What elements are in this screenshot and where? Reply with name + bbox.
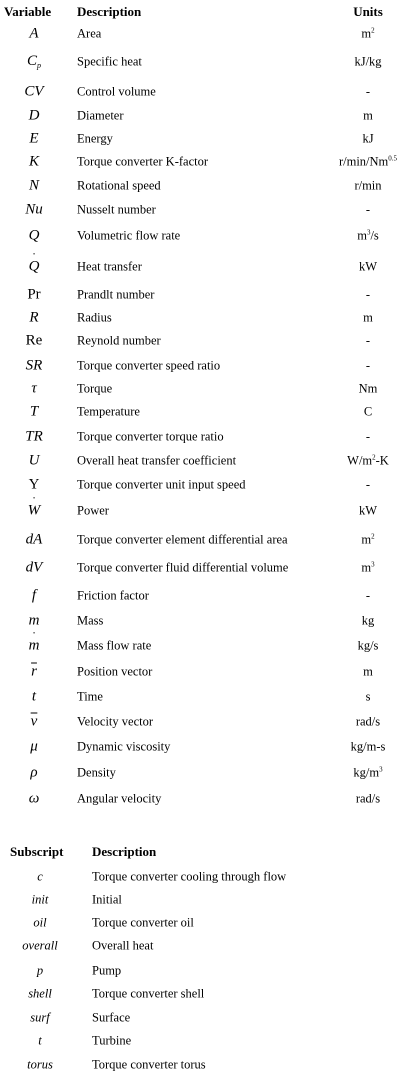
variable-symbol-cell bbox=[4, 561, 64, 576]
variable-units-cell bbox=[318, 229, 408, 244]
variable-description: Power bbox=[77, 503, 109, 518]
subscript-row bbox=[0, 935, 408, 957]
variable-description: Mass flow rate bbox=[77, 638, 152, 653]
variable-units-cell bbox=[318, 132, 408, 147]
subscript-column-header: Subscript bbox=[10, 844, 64, 859]
subscript-description: Torque converter torus bbox=[92, 1057, 206, 1072]
variable-row bbox=[0, 81, 408, 103]
variable-symbol-cell bbox=[4, 311, 64, 326]
subscript-description: Initial bbox=[92, 892, 122, 907]
variable-units-cell bbox=[318, 155, 408, 170]
subscript-symbol: p bbox=[36, 963, 44, 978]
variable-units: C bbox=[363, 404, 373, 419]
variable-description: Dynamic viscosity bbox=[77, 739, 171, 754]
subscript-symbol: overall bbox=[22, 938, 58, 953]
variable-description: Velocity vector bbox=[77, 714, 154, 729]
variable-symbol: N bbox=[28, 177, 39, 194]
variable-units: m bbox=[361, 26, 372, 41]
variable-symbol-cell bbox=[4, 382, 64, 397]
variable-symbol-cell bbox=[4, 334, 64, 349]
variable-units-suffix: /s bbox=[370, 228, 379, 243]
subscript-symbol: t bbox=[38, 1033, 42, 1048]
variable-symbol: dA bbox=[25, 531, 43, 548]
variable-units-exponent: 3 bbox=[366, 228, 371, 237]
variable-units-cell bbox=[318, 179, 408, 194]
variable-row bbox=[0, 51, 408, 73]
variable-description: Rotational speed bbox=[77, 178, 161, 193]
variable-description: Reynold number bbox=[77, 333, 161, 348]
variable-description: Torque converter fluid differential volume bbox=[77, 560, 289, 575]
variable-symbol-cell bbox=[4, 690, 64, 705]
variable-symbol: CV bbox=[24, 83, 44, 100]
variable-units-cell bbox=[318, 589, 408, 604]
variable-row bbox=[0, 426, 408, 448]
variable-description: Torque converter speed ratio bbox=[77, 358, 221, 373]
variable-units-cell bbox=[318, 715, 408, 730]
variable-units: kW bbox=[358, 259, 378, 274]
variable-units: rad/s bbox=[355, 791, 381, 806]
variable-units: kW bbox=[358, 503, 378, 518]
variable-row bbox=[0, 330, 408, 352]
variable-units-cell bbox=[318, 27, 408, 42]
variable-symbol: R bbox=[29, 309, 39, 326]
variable-units: - bbox=[365, 333, 371, 348]
variable-units: - bbox=[365, 287, 371, 302]
variable-symbol: f bbox=[31, 587, 37, 604]
variable-units-cell bbox=[318, 504, 408, 519]
description-column-header: Description bbox=[77, 4, 142, 19]
variable-units-exponent: 3 bbox=[371, 560, 375, 569]
variable-symbol: ω bbox=[28, 790, 40, 807]
variable-units-cell bbox=[318, 430, 408, 445]
variable-symbol: Re bbox=[25, 332, 43, 349]
variable-units: m bbox=[357, 228, 367, 243]
variable-units: m bbox=[361, 532, 372, 547]
variable-row bbox=[0, 450, 408, 472]
variable-symbol-cell bbox=[4, 454, 64, 469]
variable-description: Diameter bbox=[77, 108, 124, 123]
variable-units-exponent: 2 bbox=[371, 532, 375, 541]
variable-units: m bbox=[363, 108, 373, 123]
subscript-description: Surface bbox=[92, 1010, 131, 1025]
subscript-description: Torque converter shell bbox=[92, 986, 205, 1001]
variable-row bbox=[0, 736, 408, 758]
subscript-row bbox=[0, 960, 408, 982]
variable-symbol: t bbox=[31, 688, 37, 705]
subscript-description: Pump bbox=[92, 963, 122, 978]
variable-units-exponent: 2 bbox=[372, 453, 376, 462]
variable-description: Friction factor bbox=[77, 588, 149, 603]
variable-symbol-cell bbox=[4, 792, 64, 807]
variable-symbol-cell bbox=[4, 54, 64, 70]
variable-units-cell bbox=[318, 311, 408, 326]
variable-symbol-cell bbox=[4, 665, 64, 680]
subscript-description-header: Description bbox=[92, 844, 157, 859]
variable-symbol-cell bbox=[4, 203, 64, 218]
variable-units-exponent: 2 bbox=[371, 26, 375, 35]
variable-symbol-cell bbox=[4, 740, 64, 755]
variable-units: r/min/Nm bbox=[338, 154, 389, 169]
variable-symbol: Q bbox=[28, 227, 40, 244]
subscript-row bbox=[0, 889, 408, 911]
subscript-symbol: surf bbox=[30, 1010, 50, 1025]
variable-units-cell bbox=[318, 260, 408, 275]
subscript-row bbox=[0, 983, 408, 1005]
variable-symbol-cell bbox=[4, 179, 64, 194]
variable-units: - bbox=[365, 84, 371, 99]
variable-symbol: SR bbox=[25, 357, 43, 374]
variable-symbol: K bbox=[28, 153, 39, 170]
variable-symbol-cell bbox=[4, 132, 64, 147]
subscript-symbol: init bbox=[31, 892, 49, 907]
variable-units: r/min bbox=[354, 178, 382, 193]
variable-symbol: D bbox=[28, 107, 40, 124]
variable-units: s bbox=[365, 689, 371, 704]
variable-units: - bbox=[365, 202, 371, 217]
variable-row bbox=[0, 610, 408, 632]
variable-symbol-cell bbox=[4, 27, 64, 42]
variable-units-cell bbox=[318, 454, 408, 469]
units-column-header: Units bbox=[353, 4, 383, 19]
variable-row bbox=[0, 500, 408, 522]
variable-units-cell bbox=[318, 478, 408, 493]
variable-units-cell bbox=[318, 359, 408, 374]
variable-row bbox=[0, 307, 408, 329]
variable-units: m bbox=[363, 310, 373, 325]
variable-row bbox=[0, 128, 408, 150]
variable-row bbox=[0, 151, 408, 173]
variable-row bbox=[0, 378, 408, 400]
variable-row bbox=[0, 762, 408, 784]
subscript-symbol: torus bbox=[27, 1057, 53, 1072]
variable-row bbox=[0, 635, 408, 657]
variable-description: Specific heat bbox=[77, 54, 142, 69]
variable-description: Heat transfer bbox=[77, 259, 142, 274]
variable-units: - bbox=[365, 429, 371, 444]
variable-units-cell bbox=[318, 614, 408, 629]
variable-symbol-cell bbox=[4, 589, 64, 604]
variable-symbol-cell bbox=[4, 405, 64, 420]
variable-units: rad/s bbox=[355, 714, 381, 729]
variable-units-exponent: 0.5 bbox=[388, 154, 398, 163]
subscript-symbol: c bbox=[37, 869, 43, 884]
variable-units: - bbox=[365, 358, 371, 373]
variable-symbol: Nu bbox=[25, 201, 43, 218]
variable-symbol: Y bbox=[28, 476, 40, 493]
variable-symbol-cell bbox=[4, 260, 64, 275]
variable-description: Mass bbox=[77, 613, 104, 628]
variable-description: Nusselt number bbox=[77, 202, 156, 217]
variable-symbol-cell bbox=[4, 85, 64, 100]
variable-units-exponent: 3 bbox=[379, 765, 383, 774]
variable-units: - bbox=[365, 477, 371, 492]
variable-description: Angular velocity bbox=[77, 791, 162, 806]
variable-symbol: μ bbox=[30, 738, 38, 755]
subscript-row bbox=[0, 912, 408, 934]
variable-symbol: ˙ Q bbox=[29, 260, 40, 275]
variable-units-cell bbox=[318, 85, 408, 100]
variable-description: Temperature bbox=[77, 404, 140, 419]
variable-row bbox=[0, 175, 408, 197]
variable-description: Position vector bbox=[77, 664, 153, 679]
variable-units-cell bbox=[318, 382, 408, 397]
variable-units: - bbox=[365, 588, 371, 603]
variable-description: Radius bbox=[77, 310, 112, 325]
variable-description: Torque converter element differential area bbox=[77, 532, 288, 547]
variable-symbol: m bbox=[28, 612, 40, 629]
variable-units-cell bbox=[318, 405, 408, 420]
subscript-row bbox=[0, 1054, 408, 1076]
variable-description: Prandlt number bbox=[77, 287, 155, 302]
variable-symbol-cell bbox=[4, 359, 64, 374]
variable-symbol-cell bbox=[4, 288, 64, 303]
variable-row bbox=[0, 225, 408, 247]
variable-description: Time bbox=[77, 689, 103, 704]
variable-description: Density bbox=[77, 765, 116, 780]
variable-units-cell bbox=[318, 766, 408, 781]
variable-symbol-cell bbox=[4, 109, 64, 124]
variable-symbol: A bbox=[29, 25, 39, 42]
variable-units: kJ/kg bbox=[354, 54, 382, 69]
variable-description: Torque converter torque ratio bbox=[77, 429, 224, 444]
variable-row bbox=[0, 284, 408, 306]
variable-units-cell bbox=[318, 740, 408, 755]
variable-symbol-cell bbox=[4, 430, 64, 445]
variable-units: kg/s bbox=[357, 638, 379, 653]
variable-symbol: U bbox=[28, 452, 40, 469]
variable-symbol-cell bbox=[4, 155, 64, 170]
variable-units: Nm bbox=[358, 381, 378, 396]
variable-symbol: $\overline{v}$ bbox=[30, 713, 38, 730]
variable-units: kg/m bbox=[353, 765, 380, 780]
variable-row bbox=[0, 199, 408, 221]
variable-units-cell bbox=[318, 533, 408, 548]
subscript-row bbox=[0, 866, 408, 888]
variable-units-cell bbox=[318, 55, 408, 70]
variable-symbol-cell bbox=[4, 229, 64, 244]
variable-row bbox=[0, 355, 408, 377]
variable-row bbox=[0, 686, 408, 708]
subscript-row bbox=[0, 1030, 408, 1052]
variable-description: Overall heat transfer coefficient bbox=[77, 453, 237, 468]
variable-description: Torque converter unit input speed bbox=[77, 477, 246, 492]
subscript-description: Torque converter cooling through flow bbox=[92, 869, 287, 884]
variable-units-cell bbox=[318, 334, 408, 349]
variable-row bbox=[0, 23, 408, 45]
variable-units-cell bbox=[318, 639, 408, 654]
variables-header-row bbox=[0, 1, 408, 23]
variable-row bbox=[0, 105, 408, 127]
variable-symbol-cell bbox=[4, 766, 64, 781]
subscript-description: Overall heat bbox=[92, 938, 154, 953]
variable-units: kg bbox=[361, 613, 375, 628]
variable-description: Energy bbox=[77, 131, 113, 146]
variable-units-cell bbox=[318, 792, 408, 807]
variable-symbol-cell bbox=[4, 715, 64, 730]
subscript-description: Torque converter oil bbox=[92, 915, 194, 930]
variable-row bbox=[0, 401, 408, 423]
variable-units: kg/m-s bbox=[350, 739, 386, 754]
variable-row bbox=[0, 788, 408, 810]
variable-symbol: E bbox=[29, 130, 39, 147]
variable-symbol: T bbox=[29, 403, 39, 420]
variable-row bbox=[0, 474, 408, 496]
variable-units: m bbox=[361, 560, 372, 575]
variable-symbol: Pr bbox=[27, 286, 41, 303]
subscript-description: Turbine bbox=[92, 1033, 132, 1048]
variable-row bbox=[0, 711, 408, 733]
variable-symbol-cell bbox=[4, 504, 64, 519]
variable-symbol-cell bbox=[4, 639, 64, 654]
variable-units-cell bbox=[318, 109, 408, 124]
variable-symbol-cell bbox=[4, 478, 64, 493]
variable-description: Area bbox=[77, 26, 102, 41]
variable-units-cell bbox=[318, 561, 408, 576]
variable-units: kJ bbox=[362, 131, 374, 146]
subscript-symbol: oil bbox=[33, 915, 47, 930]
variable-symbol-cell bbox=[4, 614, 64, 629]
variable-symbol: TR bbox=[25, 428, 43, 445]
variable-description: Control volume bbox=[77, 84, 156, 99]
variable-row bbox=[0, 585, 408, 607]
subscripts-header-row bbox=[0, 841, 408, 863]
variable-row bbox=[0, 256, 408, 278]
variable-row bbox=[0, 557, 408, 579]
variable-description: Volumetric flow rate bbox=[77, 228, 181, 243]
variable-description: Torque converter K-factor bbox=[77, 154, 208, 169]
variable-symbol: τ bbox=[31, 380, 37, 397]
variable-symbol-cell bbox=[4, 533, 64, 548]
variable-units-suffix: -K bbox=[375, 453, 389, 468]
variable-symbol: dV bbox=[25, 559, 43, 576]
variable-symbol: $\overline{r}$ bbox=[31, 663, 37, 680]
variable-description: Torque bbox=[77, 381, 113, 396]
variable-units: m bbox=[363, 664, 373, 679]
variable-symbol: C bbox=[26, 53, 37, 69]
variable-units-cell bbox=[318, 203, 408, 218]
variable-symbol: ˙ m bbox=[29, 639, 40, 654]
variable-units-cell bbox=[318, 690, 408, 705]
subscript-symbol: shell bbox=[28, 986, 52, 1001]
variable-symbol-subscript: p bbox=[37, 61, 41, 70]
variable-symbol: ρ bbox=[30, 764, 38, 781]
variable-column-header: Variable bbox=[4, 4, 52, 19]
variable-row bbox=[0, 661, 408, 683]
variable-symbol: ˙ W bbox=[28, 504, 41, 519]
variable-units-cell bbox=[318, 665, 408, 680]
variable-units-cell bbox=[318, 288, 408, 303]
subscript-row bbox=[0, 1007, 408, 1029]
variable-units: W/m bbox=[347, 453, 373, 468]
variable-row bbox=[0, 529, 408, 551]
